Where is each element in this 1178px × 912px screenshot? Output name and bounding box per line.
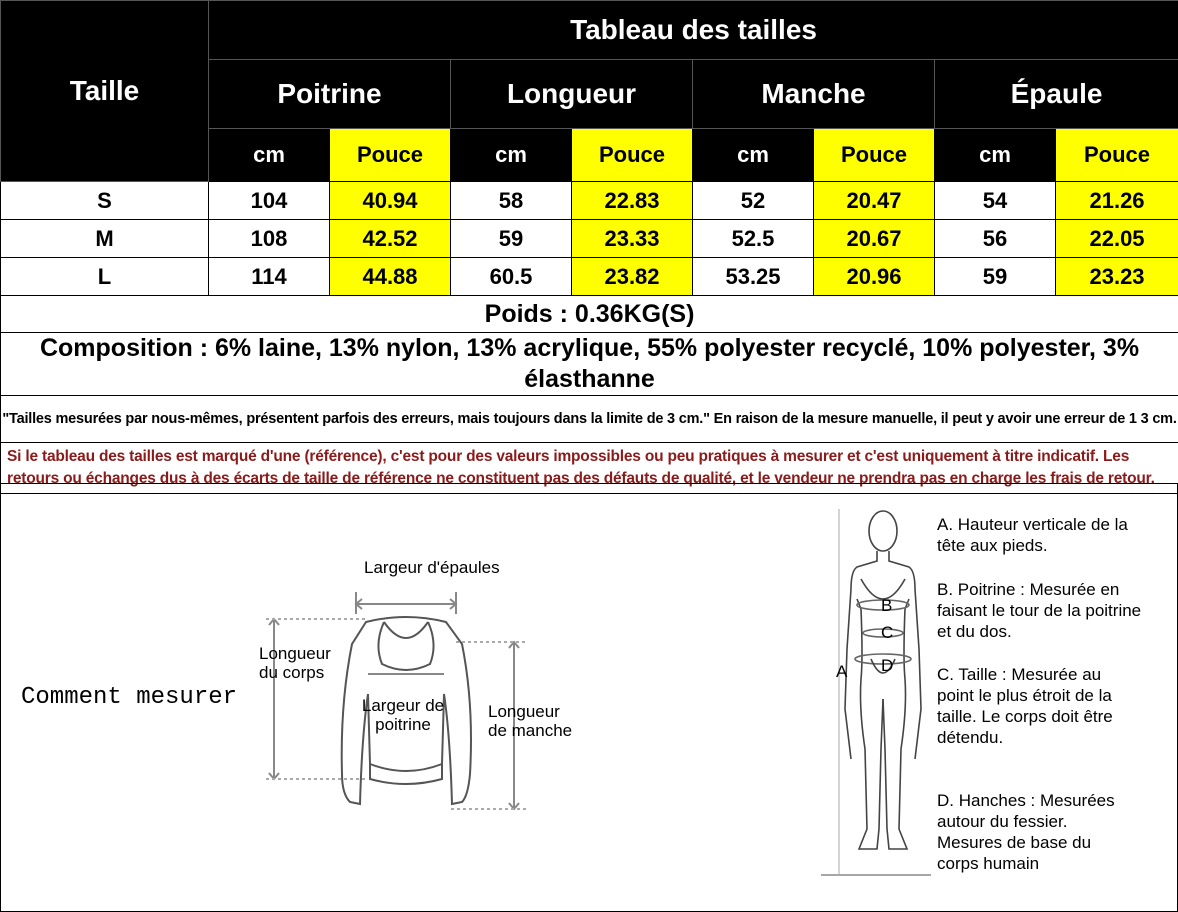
table-cell: 52.5 xyxy=(693,220,814,258)
measurement-note: "Tailles mesurées par nous-mêmes, présentent parfois des erreurs, mais toujours dans la limite de 3 cm." En raison de la mesure manuelle, il peut y avoir une erreur de 1 3 cm. xyxy=(1,396,1178,443)
measure-header-sleeve: Manche xyxy=(693,60,935,129)
note-height: A. Hauteur verticale de la tête aux pieds. xyxy=(937,515,1128,555)
body-length-label: Longueur du corps xyxy=(259,644,331,682)
table-cell: 21.26 xyxy=(1056,182,1178,220)
note-hips: D. Hanches : Mesurées autour du fessier. Mesures de base du corps humain xyxy=(937,791,1115,873)
size-label: L xyxy=(1,258,209,296)
size-label: S xyxy=(1,182,209,220)
marker-c: C xyxy=(881,623,894,642)
composition-info: Composition : 6% laine, 13% nylon, 13% acrylique, 55% polyester recyclé, 10% polyester, 3% élasthanne xyxy=(1,333,1178,396)
table-cell: 22.05 xyxy=(1056,220,1178,258)
size-column-header: Taille xyxy=(1,1,209,182)
unit-header-cm: cm xyxy=(693,129,814,182)
note-chest: B. Poitrine : Mesurée en faisant le tour de la poitrine et du dos. xyxy=(937,580,1142,641)
size-label: M xyxy=(1,220,209,258)
table-cell: 44.88 xyxy=(330,258,451,296)
marker-b: B xyxy=(881,596,893,615)
how-to-measure-section xyxy=(0,483,1178,912)
unit-header-inch: Pouce xyxy=(1056,129,1178,182)
marker-a: A xyxy=(836,662,848,681)
reference-warning: Si le tableau des tailles est marqué d'une (référence), c'est pour des valeurs impossibles ou peu pratiques à mesurer et c'est uniquement à titre indicatif. Les retours ou échanges dus à des écarts de taille de référence ne constituent pas des défauts de qualité, et le vendeur ne prendra pas en charge les frais de retour. xyxy=(1,443,1178,494)
table-cell: 59 xyxy=(935,258,1056,296)
chest-width-label: Largeur de poitrine xyxy=(361,696,445,734)
table-cell: 20.96 xyxy=(814,258,935,296)
table-cell: 52 xyxy=(693,182,814,220)
table-row xyxy=(1,182,1178,220)
table-cell: 53.25 xyxy=(693,258,814,296)
table-cell: 54 xyxy=(935,182,1056,220)
unit-header-cm: cm xyxy=(209,129,330,182)
unit-header-cm: cm xyxy=(451,129,572,182)
sleeve-length-label: Longueur de manche xyxy=(488,702,573,740)
table-cell: 40.94 xyxy=(330,182,451,220)
how-to-measure-title: Comment mesurer xyxy=(21,684,238,711)
table-cell: 104 xyxy=(209,182,330,220)
table-cell: 56 xyxy=(935,220,1056,258)
measure-header-shoulder: Épaule xyxy=(935,60,1178,129)
table-cell: 58 xyxy=(451,182,572,220)
body-figure-illustration xyxy=(821,509,931,879)
marker-d: D xyxy=(881,656,894,675)
table-cell: 23.23 xyxy=(1056,258,1178,296)
table-cell: 59 xyxy=(451,220,572,258)
unit-header-inch: Pouce xyxy=(814,129,935,182)
table-cell: 20.47 xyxy=(814,182,935,220)
table-title: Tableau des tailles xyxy=(209,1,1178,60)
weight-info: Poids : 0.36KG(S) xyxy=(1,296,1178,333)
unit-header-inch: Pouce xyxy=(572,129,693,182)
table-cell: 108 xyxy=(209,220,330,258)
unit-header-cm: cm xyxy=(935,129,1056,182)
table-cell: 23.82 xyxy=(572,258,693,296)
table-cell: 20.67 xyxy=(814,220,935,258)
shoulder-width-label: Largeur d'épaules xyxy=(364,558,500,577)
table-cell: 42.52 xyxy=(330,220,451,258)
table-row xyxy=(1,220,1178,258)
measure-header-chest: Poitrine xyxy=(209,60,451,129)
measure-header-length: Longueur xyxy=(451,60,693,129)
table-cell: 23.33 xyxy=(572,220,693,258)
unit-header-inch: Pouce xyxy=(330,129,451,182)
table-cell: 22.83 xyxy=(572,182,693,220)
table-cell: 114 xyxy=(209,258,330,296)
table-cell: 60.5 xyxy=(451,258,572,296)
table-row xyxy=(1,258,1178,296)
note-waist: C. Taille : Mesurée au point le plus étroit de la taille. Le corps doit être détendu. xyxy=(937,665,1113,747)
